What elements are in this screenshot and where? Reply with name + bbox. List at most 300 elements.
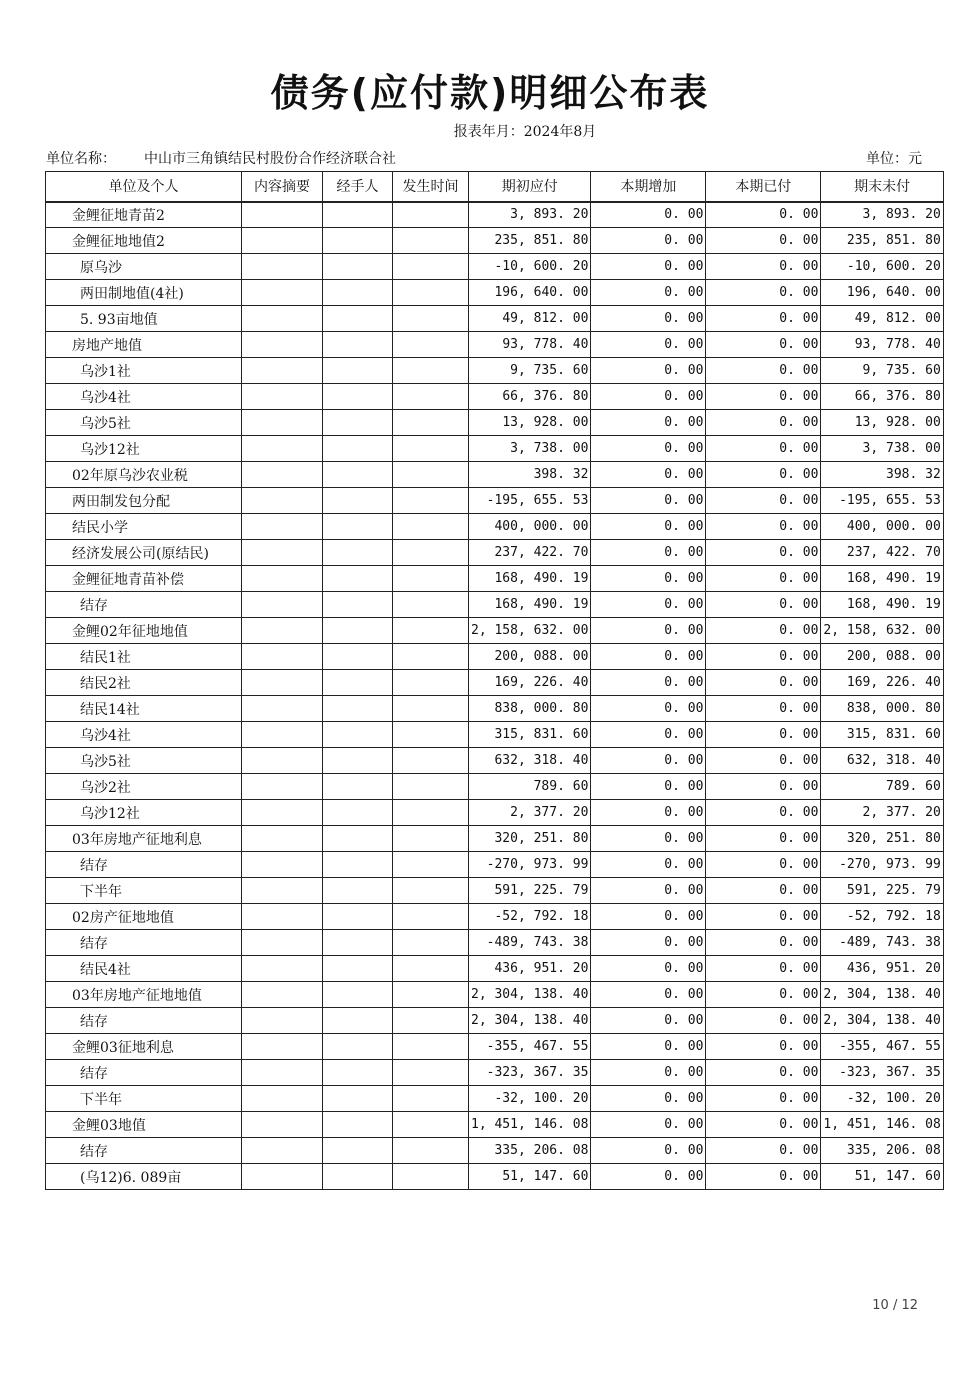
row-opening: 235, 851. 80 <box>469 228 591 254</box>
row-paid: 0. 00 <box>706 618 821 644</box>
row-handler <box>323 956 393 982</box>
row-summary <box>242 670 323 696</box>
row-summary <box>242 410 323 436</box>
row-date <box>393 410 469 436</box>
row-increase: 0. 00 <box>591 514 706 540</box>
col-header-closing: 期末未付 <box>821 172 943 202</box>
row-name: 结存 <box>46 1138 242 1164</box>
row-date <box>393 982 469 1008</box>
table-row <box>46 488 944 514</box>
row-date <box>393 462 469 488</box>
row-opening: 2, 158, 632. 00 <box>469 618 591 644</box>
table-row <box>46 852 944 878</box>
row-closing: 13, 928. 00 <box>821 410 943 436</box>
row-name: 结民4社 <box>46 956 242 982</box>
table-row <box>46 670 944 696</box>
row-increase: 0. 00 <box>591 228 706 254</box>
table-row <box>46 904 944 930</box>
row-handler <box>323 904 393 930</box>
row-increase: 0. 00 <box>591 1112 706 1138</box>
table-row <box>46 514 944 540</box>
row-paid: 0. 00 <box>706 748 821 774</box>
row-paid: 0. 00 <box>706 1008 821 1034</box>
table-row <box>46 332 944 358</box>
row-closing: 49, 812. 00 <box>821 306 943 332</box>
row-paid: 0. 00 <box>706 358 821 384</box>
table-row <box>46 540 944 566</box>
row-closing: 200, 088. 00 <box>821 644 943 670</box>
row-paid: 0. 00 <box>706 1034 821 1060</box>
row-handler <box>323 1164 393 1190</box>
row-opening: 315, 831. 60 <box>469 722 591 748</box>
row-opening: -32, 100. 20 <box>469 1086 591 1112</box>
row-increase: 0. 00 <box>591 722 706 748</box>
row-paid: 0. 00 <box>706 488 821 514</box>
row-paid: 0. 00 <box>706 1138 821 1164</box>
row-handler <box>323 722 393 748</box>
row-handler <box>323 1086 393 1112</box>
table-row <box>46 358 944 384</box>
row-summary <box>242 852 323 878</box>
row-paid: 0. 00 <box>706 826 821 852</box>
table-row <box>46 1138 944 1164</box>
row-closing: 398. 32 <box>821 462 943 488</box>
row-closing: 632, 318. 40 <box>821 748 943 774</box>
row-closing: 93, 778. 40 <box>821 332 943 358</box>
row-increase: 0. 00 <box>591 592 706 618</box>
row-date <box>393 436 469 462</box>
col-header-party: 单位及个人 <box>46 172 242 202</box>
row-opening: 335, 206. 08 <box>469 1138 591 1164</box>
row-summary <box>242 254 323 280</box>
row-handler <box>323 696 393 722</box>
row-closing: 838, 000. 80 <box>821 696 943 722</box>
table-row <box>46 436 944 462</box>
row-summary <box>242 1060 323 1086</box>
row-name: 金鲤征地青苗补偿 <box>46 566 242 592</box>
row-increase: 0. 00 <box>591 254 706 280</box>
row-opening: -323, 367. 35 <box>469 1060 591 1086</box>
row-paid: 0. 00 <box>706 540 821 566</box>
row-paid: 0. 00 <box>706 254 821 280</box>
row-name: 乌沙4社 <box>46 722 242 748</box>
row-opening: 398. 32 <box>469 462 591 488</box>
row-paid: 0. 00 <box>706 956 821 982</box>
row-closing: 237, 422. 70 <box>821 540 943 566</box>
row-handler <box>323 644 393 670</box>
row-summary <box>242 514 323 540</box>
row-name: 结民14社 <box>46 696 242 722</box>
row-name: 03年房地产征地地值 <box>46 982 242 1008</box>
row-increase: 0. 00 <box>591 1034 706 1060</box>
row-date <box>393 540 469 566</box>
row-increase: 0. 00 <box>591 982 706 1008</box>
row-summary <box>242 1086 323 1112</box>
row-closing: 2, 304, 138. 40 <box>821 1008 943 1034</box>
row-closing: 2, 158, 632. 00 <box>821 618 943 644</box>
row-opening: 320, 251. 80 <box>469 826 591 852</box>
row-summary <box>242 592 323 618</box>
row-summary <box>242 1112 323 1138</box>
row-closing: 2, 377. 20 <box>821 800 943 826</box>
row-name: 结存 <box>46 1008 242 1034</box>
row-date <box>393 852 469 878</box>
row-summary <box>242 696 323 722</box>
row-summary <box>242 904 323 930</box>
row-date <box>393 228 469 254</box>
row-closing: 168, 490. 19 <box>821 566 943 592</box>
table-row <box>46 1034 944 1060</box>
row-date <box>393 488 469 514</box>
row-increase: 0. 00 <box>591 748 706 774</box>
row-increase: 0. 00 <box>591 488 706 514</box>
col-header-date: 发生时间 <box>393 172 469 202</box>
row-summary <box>242 1138 323 1164</box>
row-closing: 169, 226. 40 <box>821 670 943 696</box>
row-closing: 789. 60 <box>821 774 943 800</box>
col-header-handler: 经手人 <box>323 172 393 202</box>
row-paid: 0. 00 <box>706 982 821 1008</box>
table-row <box>46 800 944 826</box>
row-increase: 0. 00 <box>591 1008 706 1034</box>
row-increase: 0. 00 <box>591 1060 706 1086</box>
row-closing: 3, 738. 00 <box>821 436 943 462</box>
row-closing: 1, 451, 146. 08 <box>821 1112 943 1138</box>
row-closing: 591, 225. 79 <box>821 878 943 904</box>
row-paid: 0. 00 <box>706 384 821 410</box>
row-increase: 0. 00 <box>591 774 706 800</box>
row-date <box>393 930 469 956</box>
document-title: 债务(应付款)明细公布表 <box>270 71 710 115</box>
row-date <box>393 514 469 540</box>
row-handler <box>323 566 393 592</box>
row-handler <box>323 488 393 514</box>
table-row <box>46 826 944 852</box>
row-opening: 400, 000. 00 <box>469 514 591 540</box>
table-row <box>46 1060 944 1086</box>
row-date <box>393 280 469 306</box>
row-closing: 9, 735. 60 <box>821 358 943 384</box>
row-summary <box>242 930 323 956</box>
row-name: 5. 93亩地值 <box>46 306 242 332</box>
row-paid: 0. 00 <box>706 228 821 254</box>
row-date <box>393 1112 469 1138</box>
row-summary <box>242 202 323 228</box>
row-date <box>393 1086 469 1112</box>
row-summary <box>242 358 323 384</box>
row-increase: 0. 00 <box>591 1086 706 1112</box>
row-summary <box>242 1034 323 1060</box>
row-summary <box>242 306 323 332</box>
row-handler <box>323 826 393 852</box>
row-handler <box>323 514 393 540</box>
row-summary <box>242 1164 323 1190</box>
row-name: 结存 <box>46 930 242 956</box>
row-increase: 0. 00 <box>591 332 706 358</box>
row-date <box>393 644 469 670</box>
row-date <box>393 1008 469 1034</box>
row-closing: 235, 851. 80 <box>821 228 943 254</box>
row-paid: 0. 00 <box>706 592 821 618</box>
row-paid: 0. 00 <box>706 280 821 306</box>
row-opening: 169, 226. 40 <box>469 670 591 696</box>
row-name: 金鲤03地值 <box>46 1112 242 1138</box>
row-opening: 51, 147. 60 <box>469 1164 591 1190</box>
row-date <box>393 592 469 618</box>
row-opening: 49, 812. 00 <box>469 306 591 332</box>
row-handler <box>323 202 393 228</box>
table-row <box>46 956 944 982</box>
row-handler <box>323 618 393 644</box>
row-opening: -10, 600. 20 <box>469 254 591 280</box>
row-opening: 632, 318. 40 <box>469 748 591 774</box>
row-name: 乌沙12社 <box>46 800 242 826</box>
row-closing: -270, 973. 99 <box>821 852 943 878</box>
report-period <box>0 121 980 141</box>
unit-name-label: 单位名称： <box>46 151 116 167</box>
row-opening: 168, 490. 19 <box>469 566 591 592</box>
row-increase: 0. 00 <box>591 696 706 722</box>
row-name: 两田制地值(4社) <box>46 280 242 306</box>
row-opening: 591, 225. 79 <box>469 878 591 904</box>
row-opening: 2, 377. 20 <box>469 800 591 826</box>
unit-name-line <box>46 148 396 168</box>
table-row <box>46 410 944 436</box>
row-handler <box>323 852 393 878</box>
row-date <box>393 202 469 228</box>
table-row <box>46 566 944 592</box>
row-date <box>393 1060 469 1086</box>
row-paid: 0. 00 <box>706 852 821 878</box>
row-opening: -195, 655. 53 <box>469 488 591 514</box>
row-closing: 66, 376. 80 <box>821 384 943 410</box>
row-name: 乌沙5社 <box>46 748 242 774</box>
row-paid: 0. 00 <box>706 644 821 670</box>
row-name: 金鲤征地青苗2 <box>46 202 242 228</box>
row-date <box>393 956 469 982</box>
row-name: 两田制发包分配 <box>46 488 242 514</box>
row-summary <box>242 228 323 254</box>
row-closing: 3, 893. 20 <box>821 202 943 228</box>
row-increase: 0. 00 <box>591 930 706 956</box>
table-row <box>46 254 944 280</box>
row-date <box>393 384 469 410</box>
row-increase: 0. 00 <box>591 202 706 228</box>
row-date <box>393 618 469 644</box>
row-handler <box>323 930 393 956</box>
row-increase: 0. 00 <box>591 852 706 878</box>
row-handler <box>323 774 393 800</box>
row-summary <box>242 280 323 306</box>
row-summary <box>242 748 323 774</box>
row-date <box>393 670 469 696</box>
row-opening: -270, 973. 99 <box>469 852 591 878</box>
report-period-label: 报表年月： <box>453 124 524 140</box>
row-date <box>393 306 469 332</box>
row-opening: 66, 376. 80 <box>469 384 591 410</box>
row-increase: 0. 00 <box>591 410 706 436</box>
row-name: (乌12)6. 089亩 <box>46 1164 242 1190</box>
row-summary <box>242 878 323 904</box>
row-summary <box>242 774 323 800</box>
row-closing: 168, 490. 19 <box>821 592 943 618</box>
row-handler <box>323 670 393 696</box>
row-paid: 0. 00 <box>706 930 821 956</box>
row-opening: 436, 951. 20 <box>469 956 591 982</box>
row-opening: 1, 451, 146. 08 <box>469 1112 591 1138</box>
table-row <box>46 1164 944 1190</box>
table-row <box>46 592 944 618</box>
row-summary <box>242 956 323 982</box>
row-closing: -355, 467. 55 <box>821 1034 943 1060</box>
row-name: 下半年 <box>46 878 242 904</box>
row-increase: 0. 00 <box>591 956 706 982</box>
row-increase: 0. 00 <box>591 1138 706 1164</box>
table-header-row <box>46 172 944 202</box>
col-header-summary: 内容摘要 <box>242 172 323 202</box>
row-summary <box>242 800 323 826</box>
row-summary <box>242 462 323 488</box>
row-paid: 0. 00 <box>706 1060 821 1086</box>
row-opening: 13, 928. 00 <box>469 410 591 436</box>
row-date <box>393 748 469 774</box>
row-name: 金鲤02年征地地值 <box>46 618 242 644</box>
row-paid: 0. 00 <box>706 904 821 930</box>
row-paid: 0. 00 <box>706 722 821 748</box>
table-row <box>46 1008 944 1034</box>
row-handler <box>323 228 393 254</box>
row-summary <box>242 722 323 748</box>
row-handler <box>323 332 393 358</box>
row-date <box>393 1138 469 1164</box>
row-paid: 0. 00 <box>706 1086 821 1112</box>
table-row <box>46 228 944 254</box>
row-closing: 436, 951. 20 <box>821 956 943 982</box>
row-closing: -195, 655. 53 <box>821 488 943 514</box>
table-row <box>46 696 944 722</box>
table-row <box>46 1086 944 1112</box>
row-summary <box>242 488 323 514</box>
row-opening: 196, 640. 00 <box>469 280 591 306</box>
row-opening: 168, 490. 19 <box>469 592 591 618</box>
row-opening: 2, 304, 138. 40 <box>469 982 591 1008</box>
row-name: 02房产征地地值 <box>46 904 242 930</box>
table-row <box>46 280 944 306</box>
row-handler <box>323 1112 393 1138</box>
row-summary <box>242 332 323 358</box>
row-date <box>393 1164 469 1190</box>
row-summary <box>242 436 323 462</box>
row-opening: 200, 088. 00 <box>469 644 591 670</box>
row-handler <box>323 1060 393 1086</box>
row-name: 结民1社 <box>46 644 242 670</box>
currency-unit: 单位：元 <box>866 151 922 167</box>
row-summary <box>242 540 323 566</box>
row-increase: 0. 00 <box>591 436 706 462</box>
row-opening: 3, 738. 00 <box>469 436 591 462</box>
row-name: 03年房地产征地利息 <box>46 826 242 852</box>
row-handler <box>323 748 393 774</box>
row-handler <box>323 254 393 280</box>
row-handler <box>323 462 393 488</box>
table-row <box>46 878 944 904</box>
table-row <box>46 384 944 410</box>
row-increase: 0. 00 <box>591 670 706 696</box>
row-name: 结存 <box>46 1060 242 1086</box>
row-opening: 3, 893. 20 <box>469 202 591 228</box>
row-name: 乌沙12社 <box>46 436 242 462</box>
table-row <box>46 722 944 748</box>
row-name: 房地产地值 <box>46 332 242 358</box>
row-date <box>393 800 469 826</box>
table-row <box>46 462 944 488</box>
row-closing: 196, 640. 00 <box>821 280 943 306</box>
row-summary <box>242 384 323 410</box>
table-body <box>46 202 944 1190</box>
row-handler <box>323 280 393 306</box>
col-header-opening: 期初应付 <box>469 172 591 202</box>
row-summary <box>242 982 323 1008</box>
row-name: 乌沙5社 <box>46 410 242 436</box>
col-header-increase: 本期增加 <box>591 172 706 202</box>
row-opening: -355, 467. 55 <box>469 1034 591 1060</box>
row-paid: 0. 00 <box>706 774 821 800</box>
row-closing: 315, 831. 60 <box>821 722 943 748</box>
row-handler <box>323 982 393 1008</box>
table-row <box>46 1112 944 1138</box>
row-paid: 0. 00 <box>706 1164 821 1190</box>
row-date <box>393 826 469 852</box>
row-increase: 0. 00 <box>591 384 706 410</box>
row-closing: -32, 100. 20 <box>821 1086 943 1112</box>
row-opening: 2, 304, 138. 40 <box>469 1008 591 1034</box>
unit-name-value: 中山市三角镇结民村股份合作经济联合社 <box>144 151 396 167</box>
row-name: 金鲤03征地利息 <box>46 1034 242 1060</box>
table-row <box>46 644 944 670</box>
payables-table <box>45 171 944 1190</box>
row-opening: -52, 792. 18 <box>469 904 591 930</box>
row-increase: 0. 00 <box>591 540 706 566</box>
page-number: 10 / 12 <box>872 1298 918 1313</box>
table-row <box>46 748 944 774</box>
row-paid: 0. 00 <box>706 878 821 904</box>
row-increase: 0. 00 <box>591 878 706 904</box>
row-name: 经济发展公司(原结民) <box>46 540 242 566</box>
row-increase: 0. 00 <box>591 800 706 826</box>
row-closing: -52, 792. 18 <box>821 904 943 930</box>
table-row <box>46 774 944 800</box>
row-date <box>393 878 469 904</box>
row-increase: 0. 00 <box>591 462 706 488</box>
row-handler <box>323 410 393 436</box>
row-date <box>393 774 469 800</box>
row-handler <box>323 358 393 384</box>
row-paid: 0. 00 <box>706 410 821 436</box>
row-opening: 789. 60 <box>469 774 591 800</box>
table-row <box>46 618 944 644</box>
row-date <box>393 358 469 384</box>
row-closing: 335, 206. 08 <box>821 1138 943 1164</box>
row-date <box>393 332 469 358</box>
row-handler <box>323 1008 393 1034</box>
row-paid: 0. 00 <box>706 670 821 696</box>
row-opening: 9, 735. 60 <box>469 358 591 384</box>
row-paid: 0. 00 <box>706 462 821 488</box>
row-handler <box>323 540 393 566</box>
row-date <box>393 696 469 722</box>
row-handler <box>323 306 393 332</box>
row-increase: 0. 00 <box>591 618 706 644</box>
